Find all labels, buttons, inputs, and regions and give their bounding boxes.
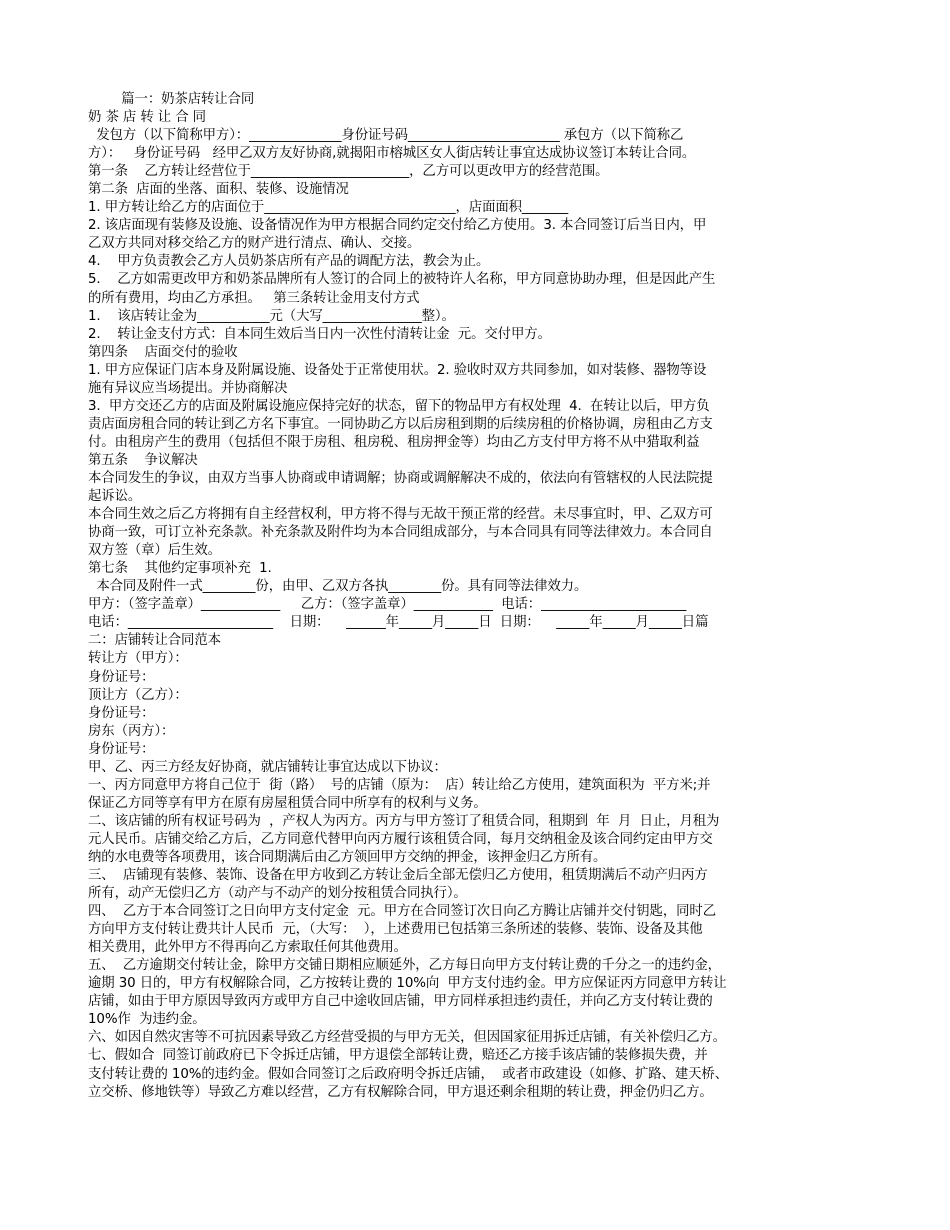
text-line: 第一条 乙方转让经营位于________________________，乙方可以更改甲方的经营范围。 [88, 164, 609, 180]
text-line: 双方签（章）后生效。 [88, 543, 221, 559]
text-line: 五、 乙方逾期交付转让金，除甲方交铺日期相应顺延外，乙方每日向甲方支付转让费的千分之一的违约金， [88, 958, 721, 974]
text-line: 支付转让费的 10%的违约金。假如合同签订之后政府明令拆迁店铺， 或者市政建设（如修、扩路、建天桥、 [88, 1066, 729, 1082]
text-line: 立交桥、修地铁等）导致乙方难以经营，乙方有权解除合同，甲方退还剩余租期的转让费，押金仍归乙方。 [88, 1084, 713, 1100]
text-line: 付。由租房产生的费用（包括但不限于房租、租房税、租房押金等）均由乙方支付甲方将不从中猎取利益 [88, 434, 700, 450]
text-line: 方）： 身份证号码 经甲乙双方友好协商,就揭阳市榕城区女人街店转让事宜达成协议签订本转让合同。 [88, 146, 696, 162]
text-line: 三、 店铺现有装修、装饰、设备在甲方收到乙方转让金后全部无偿归乙方使用，租赁期满后不动产归丙方 [88, 868, 708, 884]
text-line: 所有，动产无偿归乙方（动产与不动产的划分按租赁合同执行）。 [88, 886, 467, 902]
text-line: 责店面房租合同的转让到乙方名下事宜。一同协助乙方以后房租到期的后续房租的价格协调，房租由乙方支 [88, 416, 713, 432]
text-line: 二、该店铺的所有权证号码为 ，产权人为丙方。丙方与甲方签订了租赁合同，租期到 年 月 日止，月租为 [88, 813, 720, 829]
text-line: 电话：______________________ 日期： ______年_____月_____日 日期： _____年_____月_____日篇 [88, 615, 709, 631]
text-line: 二：店铺转让合同范本 [88, 633, 221, 649]
text-line: 身份证号： [88, 669, 155, 685]
text-line: 发包方（以下简称甲方）：______________身份证号码_______________________ 承包方（以下简称乙 [88, 128, 684, 144]
text-line: 方向甲方支付转让费共计人民币 元，（大写： ），上述费用已包括第三条所述的装修、装饰、设备及其他 [88, 922, 703, 938]
text-line: 房东（丙方）： [88, 723, 175, 739]
text-line: 乙双方共同对移交给乙方的财产进行清点、确认、交接。 [88, 236, 421, 252]
text-line: 2. 该店面现有装修及设施、设备情况作为甲方根据合同约定交付给乙方使用。3. 本合同签订后当日内，甲 [88, 218, 707, 234]
text-line: 纳的水电费等各项费用，该合同期满后由乙方领回甲方交纳的押金，该押金归乙方所有。 [88, 849, 607, 865]
text-line: 第五条 争议解决 [88, 452, 198, 468]
text-line: 4. 甲方负责教会乙方人员奶茶店所有产品的调配方法，教会为止。 [88, 254, 490, 270]
text-line: 第四条 店面交付的验收 [88, 344, 238, 360]
text-line: 施有异议应当场提出。并协商解决 [88, 380, 288, 396]
text-line: 篇一：奶茶店转让合同 [88, 92, 255, 107]
text-line: 身份证号： [88, 741, 155, 757]
text-line: 逾期 30 日的，甲方有权解除合同，乙方按转让费的 10%向 甲方支付违约金。甲方应保证丙方同意甲方转让 [88, 976, 727, 992]
text-line: 店铺，如由于甲方原因导致丙方或甲方自己中途收回店铺，甲方同样承担违约责任，并向乙方支付转让费的 [88, 994, 713, 1010]
text-line: 2. 转让金支付方式：自本同生效后当日内一次性付清转让金 元。交付甲方。 [88, 326, 551, 342]
text-line: 第二条 店面的坐落、面积、装修、设施情况 [88, 182, 349, 198]
text-line: 5. 乙方如需更改甲方和奶茶品牌所有人签订的合同上的被特许人名称，甲方同意协助办理，但是因此产生 [88, 272, 716, 288]
text-line: 甲、乙、丙三方经友好协商，就店铺转让事宜达成以下协议： [88, 759, 447, 775]
text-line: 顶让方（乙方）： [88, 687, 188, 703]
text-line: 本合同发生的争议，由双方当事人协商或申请调解；协商或调解解决不成的，依法向有管辖权的人民法院提 [88, 470, 713, 486]
text-line: 身份证号： [88, 705, 155, 721]
text-line: 1. 该店转让金为___________元（大写_______________整）。 [88, 308, 455, 324]
text-line: 第七条 其他约定事项补充 1. [88, 561, 272, 577]
text-line: 1. 甲方转让给乙方的店面位于_____________________________，店面面积_______ [88, 200, 569, 216]
text-line: 本合同及附件一式________份，由甲、乙双方各执________份。具有同等法律效力。 [88, 579, 588, 595]
text-line: 元人民币。店铺交给乙方后，乙方同意代替甲向丙方履行该租赁合同，每月交纳租金及该合同约定由甲方交 [88, 831, 713, 847]
text-line: 六、如因自然灾害等不可抗因素导致乙方经营受损的与甲方无关，但因国家征用拆迁店铺，有关补偿归乙方。 [88, 1030, 726, 1046]
text-line: 3. 甲方交还乙方的店面及附属设施应保持完好的状态，留下的物品甲方有权处理 4. 在转让以后，甲方负 [88, 398, 710, 414]
text-line: 一、丙方同意甲方将自己位于 街（路） 号的店铺（原为： 店）转让给乙方使用，建筑面积为 平方米;并 [88, 777, 711, 793]
text-line: 协商一致，可订立补充条款。补充条款及附件均为本合同组成部分，与本合同具有同等法律效力。本合同自 [88, 525, 713, 541]
text-line: 的所有费用，均由乙方承担。 第三条转让金用支付方式 [88, 290, 420, 306]
text-line: 转让方（甲方）： [88, 651, 188, 667]
text-line: 甲方：（签字盖章）____________ 乙方：（签字盖章）____________ 电话：______________________ [88, 597, 687, 613]
document-body [88, 91, 868, 1102]
text-line: 1. 甲方应保证门店本身及附属设施、设备处于正常使用状。2. 验收时双方共同参加，如对装修、器物等设 [88, 362, 707, 378]
text-line: 本合同生效之后乙方将拥有自主经营权利，甲方将不得与无故干预正常的经营。未尽事宜时，甲、乙双方可 [88, 507, 713, 523]
text-line: 保证乙方同等享有甲方在原有房屋租赁合同中所享有的权利与义务。 [88, 795, 487, 811]
text-line: 奶 茶 店 转 让 合 同 [88, 110, 206, 126]
text-line: 七、假如合 同签订前政府已下令拆迁店铺，甲方退偿全部转让费，赔还乙方接手该店铺的装修损失费，并 [88, 1048, 708, 1064]
text-line: 10%作 为违约金。 [88, 1012, 206, 1028]
text-line: 相关费用，此外甲方不得再向乙方索取任何其他费用。 [88, 940, 407, 956]
text-line: 起诉讼。 [88, 489, 142, 505]
text-line: 四、 乙方于本合同签订之日向甲方支付定金 元。甲方在合同签订次日向乙方腾让店铺并交付钥匙，同时乙 [88, 904, 716, 920]
